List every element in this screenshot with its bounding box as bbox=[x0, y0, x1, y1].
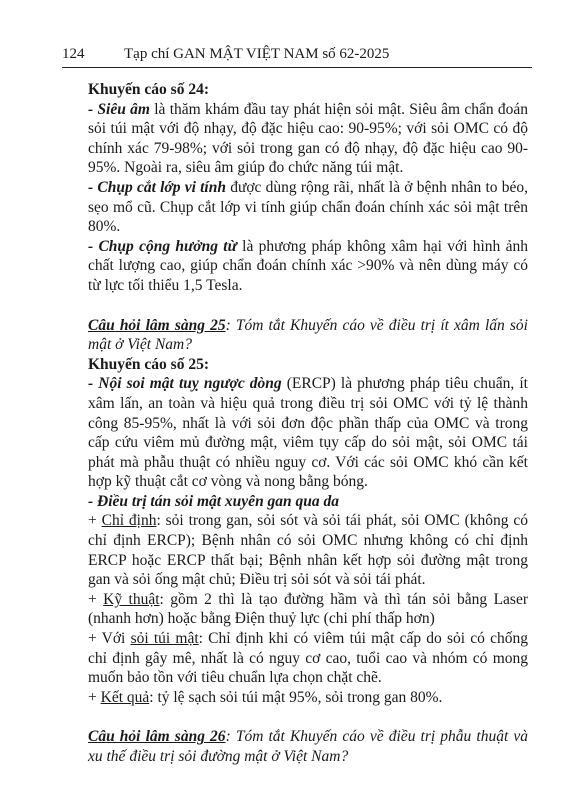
header-rule bbox=[62, 67, 532, 68]
ercp-label: - Nội soi mật tuỵ ngược dòng bbox=[88, 375, 282, 393]
rec24-mri-paragraph bbox=[88, 237, 528, 296]
result-item bbox=[88, 688, 528, 708]
result-text: : tỷ lệ sạch sỏi túi mật 95%, sỏi trong gan 80%. bbox=[149, 688, 443, 706]
item-prefix: + Với bbox=[88, 630, 131, 648]
technique-text: : gồm 2 thì là tạo đường hầm và thì tán sỏi bằng Laser (nhanh hơn) hoặc bằng Điện thuỷ lực (chi phí thấp hơn) bbox=[88, 590, 528, 628]
item-prefix: + bbox=[88, 590, 104, 608]
main-text bbox=[88, 80, 528, 767]
ultrasound-text: là thăm khám đầu tay phát hiện sỏi mật. Siêu âm chẩn đoán sỏi túi mật với độ nhạy, độ đặc hiệu cao: 90-95%; với sỏi OMC có độ chính xác 79-98%; với sỏi trong gan có độ nhạy, độ đặc hiệu cao 90-95%. Ngoài ra, siêu âm giúp đo chức năng túi mật. bbox=[88, 100, 529, 177]
journal-title: Tạp chí GAN MẬT VIỆT NAM số 62-2025 bbox=[124, 46, 390, 62]
ct-label: - Chụp cắt lớp vi tính bbox=[88, 178, 226, 196]
ercp-text: (ERCP) là phương pháp tiêu chuẩn, ít xâm lấn, an toàn và hiệu quả trong điều trị sỏi OMC với tỷ lệ thành công 85-95%, nhất là với sỏi đơn độc phần thấp của OMC và trong cấp cứu viêm mủ đường mật, viêm tụy cấp do sỏi mật, sỏi OMC tái phát mà phẫu thuật có nhiều nguy cơ. Với các sỏi OMC khó cần kết hợp kỹ thuật cắt cơ vòng và nong bằng bóng. bbox=[88, 375, 528, 491]
question-25-label: Câu hỏi lâm sàng 25 bbox=[88, 316, 226, 334]
indication-item bbox=[88, 511, 528, 589]
rec24-ct-paragraph bbox=[88, 178, 528, 237]
technique-item bbox=[88, 590, 528, 629]
gallbladder-stone-text: : Chỉ định khi có viêm túi mật cấp do sỏi có chống chỉ định gây mê, nhất là có nguy cơ cao, tuổi cao và nhóm có mong muốn bảo tồn với tiêu chuẩn lựa chọn chặt chẽ. bbox=[88, 630, 528, 687]
recommendation-25-title: Khuyến cáo số 25: bbox=[88, 355, 209, 373]
question-26-text: : Tóm tắt Khuyến cáo về điều trị phẫu thuật và xu thế điều trị sỏi đường mật ở Việt Nam? bbox=[88, 728, 528, 765]
technique-label: Kỹ thuật bbox=[103, 590, 160, 608]
rec25-ercp-paragraph bbox=[88, 374, 528, 492]
result-label: Kết quả bbox=[100, 688, 150, 706]
question-26-label: Câu hỏi lâm sàng 26 bbox=[88, 728, 226, 746]
clinical-question-26 bbox=[88, 727, 528, 766]
rec25-percutaneous-heading bbox=[88, 492, 528, 512]
mri-label: - Chụp cộng hưởng từ bbox=[88, 237, 237, 255]
page-number: 124 bbox=[62, 46, 85, 62]
gallbladder-stone-item bbox=[88, 629, 528, 688]
percutaneous-label: - Điều trị tán sỏi mật xuyên gan qua da bbox=[88, 492, 340, 510]
clinical-question-25 bbox=[88, 316, 528, 355]
ct-text: được dùng rộng rãi, nhất là ở bệnh nhân to béo, sẹo mổ cũ. Chụp cắt lớp vi tính giúp chẩn đoán chính xác sỏi mật trên 80%. bbox=[88, 178, 528, 236]
indication-text: : sỏi trong gan, sỏi sót và sỏi tái phát, sỏi OMC (không có chỉ định ERCP); Bệnh nhân có sỏi OMC nhưng không có chỉ định ERCP hoặc ERCP thất bại; Bệnh nhân kết hợp sỏi đường mật trong gan và sỏi ống mật chủ; Điều trị sỏi sót và sỏi tái phát. bbox=[88, 512, 529, 589]
item-prefix: + bbox=[88, 688, 101, 706]
recommendation-24-title: Khuyến cáo số 24: bbox=[88, 81, 209, 98]
mri-text: là phương pháp không xâm hại với hình ảnh chất lượng cao, giúp chẩn đoán chính xác >90% và nên dùng máy có từ lực tối thiểu 1,5 Tesla. bbox=[88, 237, 528, 294]
question-25-text: : Tóm tắt Khuyến cáo về điều trị ít xâm lấn sỏi mật ở Việt Nam? bbox=[88, 316, 528, 354]
indication-label: Chỉ định bbox=[101, 512, 157, 530]
ultrasound-label: - Siêu âm bbox=[88, 100, 150, 118]
rec24-ultrasound-paragraph bbox=[88, 100, 528, 178]
item-prefix: + bbox=[88, 512, 102, 530]
gallbladder-stone-label: sỏi túi mật bbox=[130, 630, 199, 648]
